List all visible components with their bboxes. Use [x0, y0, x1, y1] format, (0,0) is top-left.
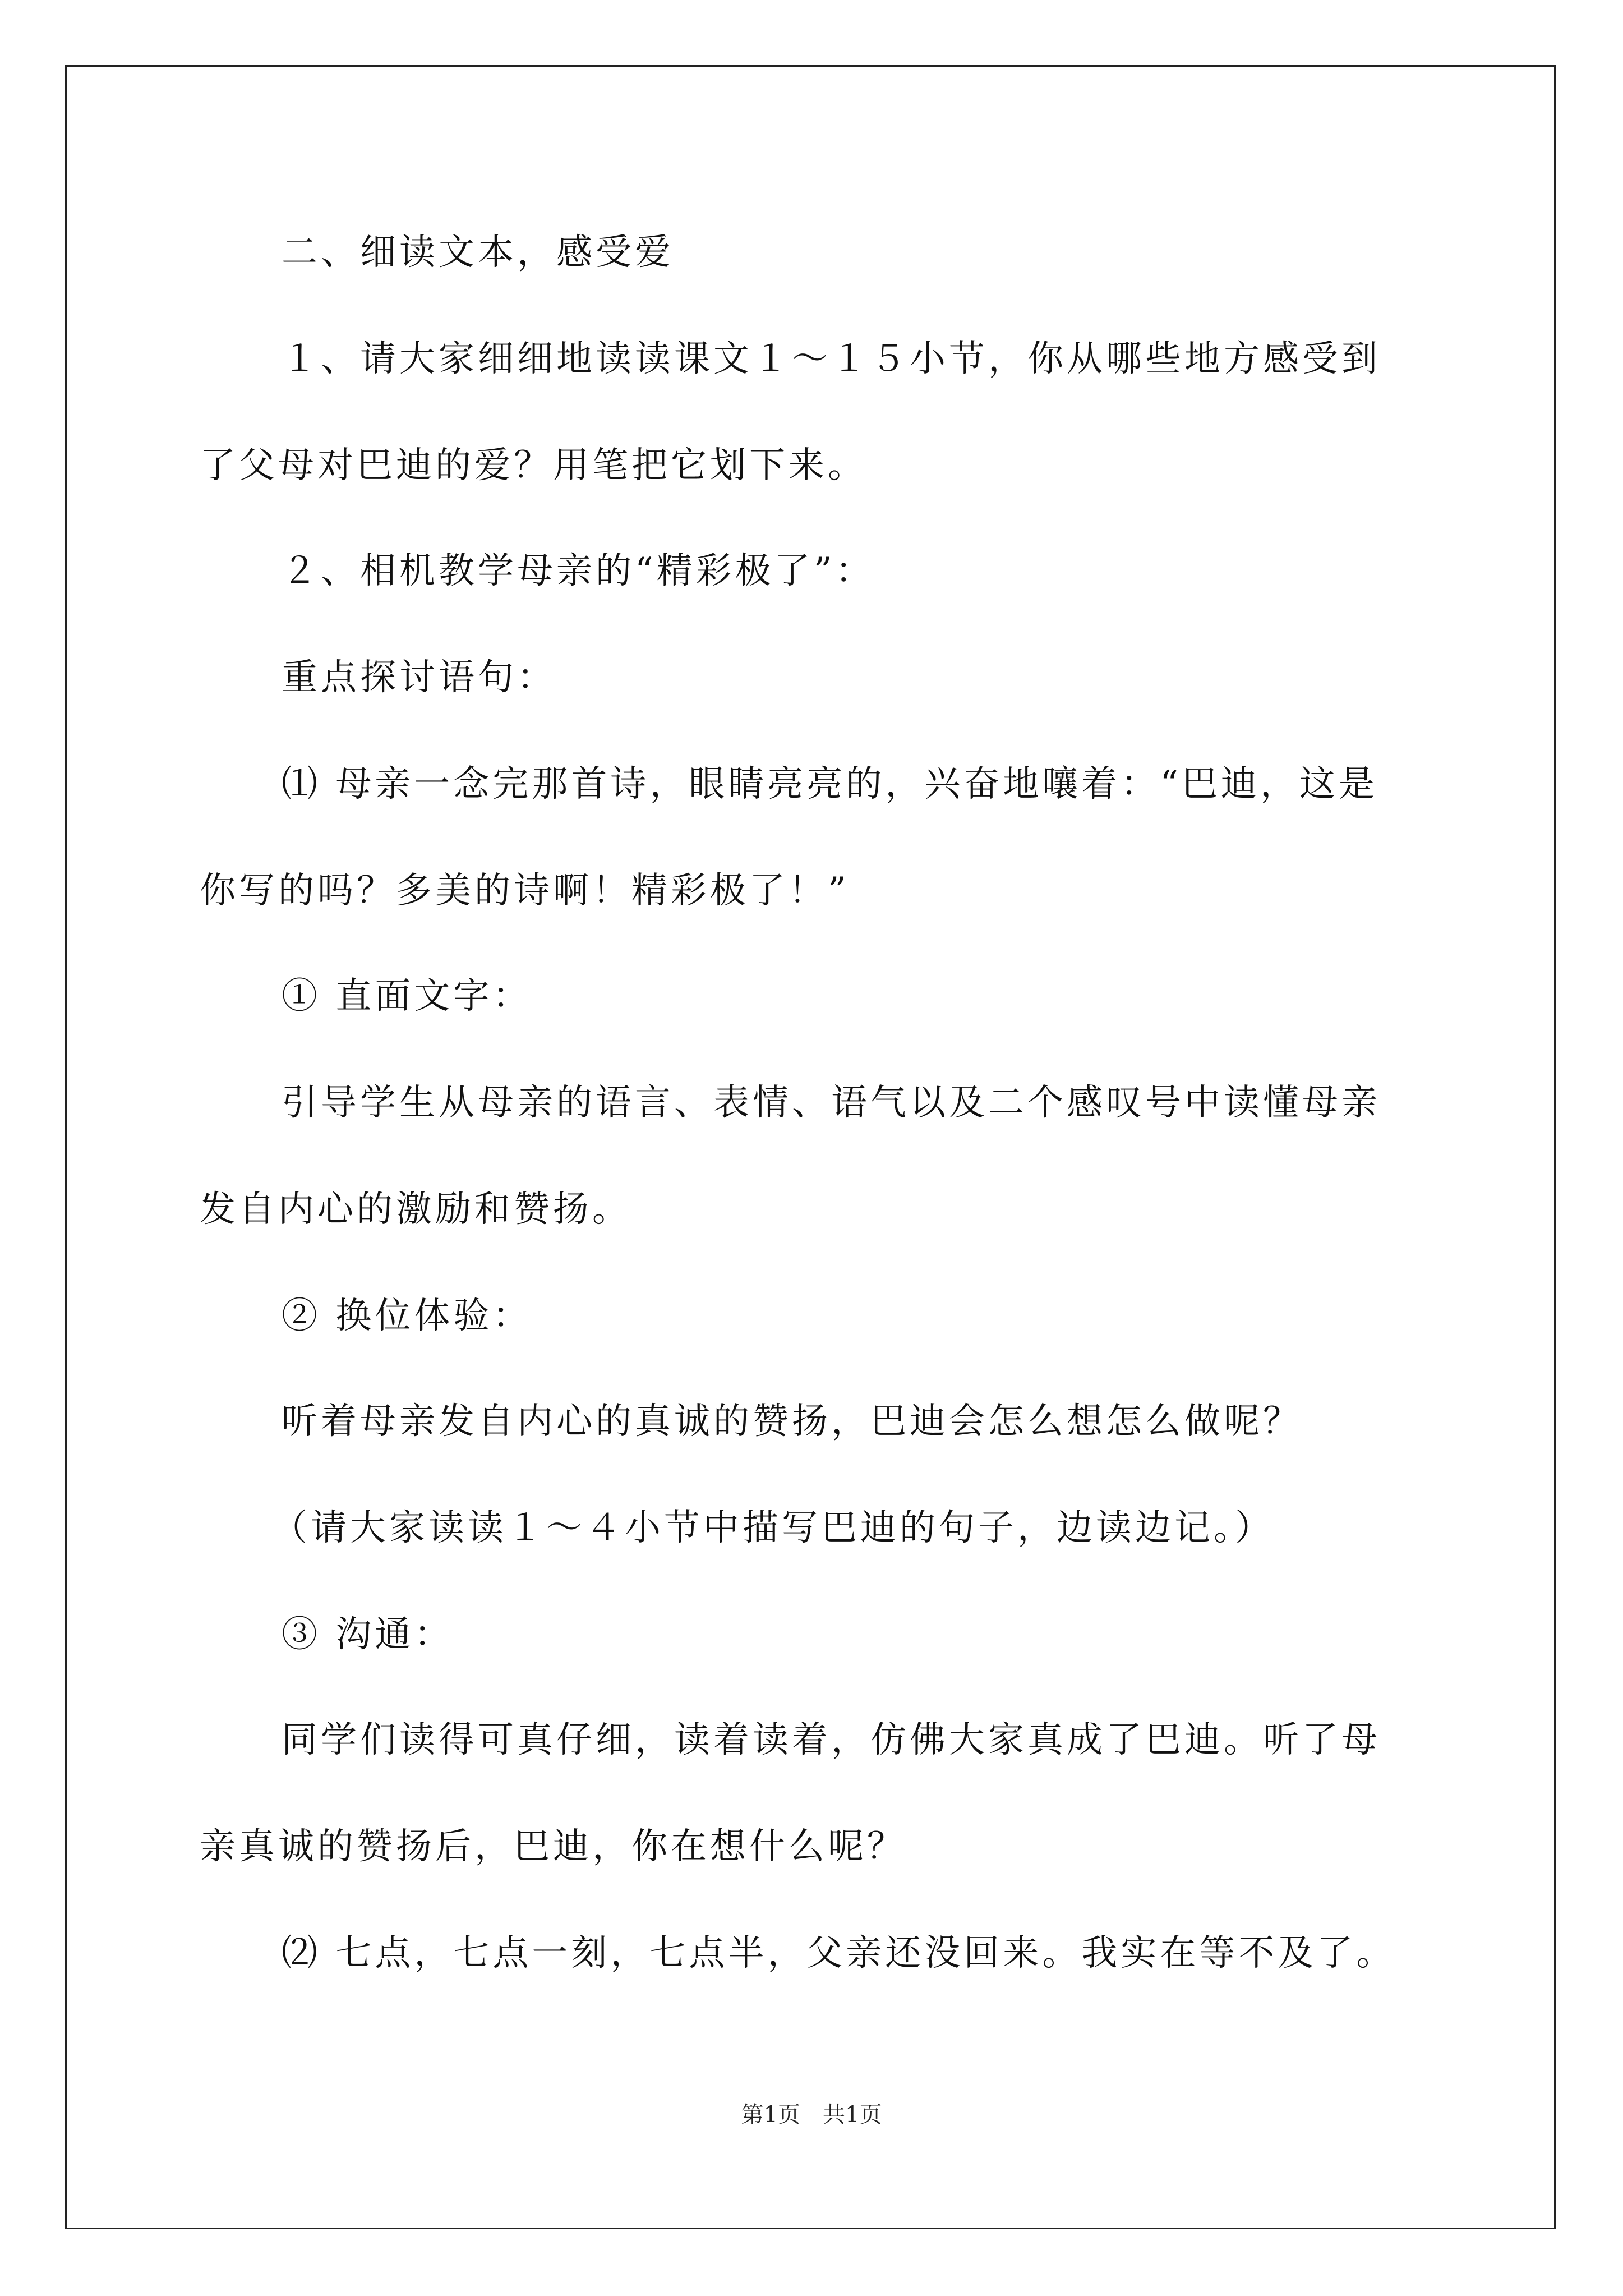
- paragraph-line: （请大家读读１～４小节中描写巴迪的句子，边读边记。）: [271, 1507, 1274, 1549]
- page-number-footer: 第1页 共1页: [741, 2102, 882, 2128]
- paragraph-line: 亲真诚的赞扬后，巴迪，你在想什么呢？: [200, 1826, 906, 1867]
- paragraph-line: ② 换位体验：: [282, 1295, 532, 1337]
- paragraph-line: ③ 沟通：: [282, 1614, 454, 1655]
- paragraph-line: 同学们读得可真仔细，读着读着，仿佛大家真成了巴迪。听了母: [282, 1719, 1381, 1761]
- paragraph-line: 了父母对巴迪的爱？用笔把它划下来。: [200, 445, 867, 486]
- paragraph-line: 重点探讨语句：: [282, 657, 556, 698]
- paragraph-line: 发自内心的激励和赞扬。: [200, 1189, 631, 1230]
- paragraph-line: 引导学生从母亲的语言、表情、语气以及二个感叹号中读懂母亲: [282, 1082, 1381, 1124]
- paragraph-line: ２、相机教学母亲的“精彩极了”：: [282, 550, 875, 592]
- paragraph-line: １、请大家细细地读读课文１～１５小节，你从哪些地方感受到: [282, 338, 1381, 380]
- section-heading: 二、细读文本，感受爱: [282, 232, 674, 273]
- paragraph-line: 你写的吗？多美的诗啊！精彩极了！”: [200, 870, 850, 912]
- paragraph-line: 听着母亲发自内心的真诚的赞扬，巴迪会怎么想怎么做呢？: [282, 1401, 1302, 1442]
- page-border: [65, 65, 1556, 2229]
- paragraph-line: ⑵ 七点，七点一刻，七点半，父亲还没回来。我实在等不及了。: [282, 1932, 1396, 1974]
- paragraph-line: ① 直面文字：: [282, 976, 532, 1017]
- paragraph-line: ⑴ 母亲一念完那首诗，眼睛亮亮的，兴奋地嚷着：“巴迪，这是: [282, 763, 1378, 805]
